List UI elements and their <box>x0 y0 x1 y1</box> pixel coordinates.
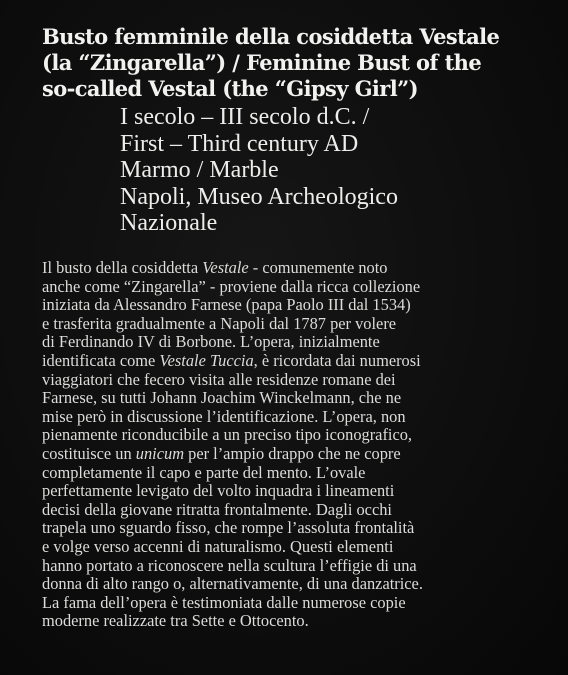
location-line: Napoli, Museo Archeologico <box>120 183 398 210</box>
description-line: viaggiatori che fecero visita alle residenze romane dei <box>42 369 396 389</box>
description-line: e volge verso accenni di naturalismo. Questi elementi <box>42 536 394 556</box>
title-line: so-called Vestal (the “Gipsy Girl”) <box>42 76 418 101</box>
location-line: Nazionale <box>120 210 218 236</box>
description-line: di Ferdinando IV di Borbone. L’opera, inizialmente <box>42 332 380 352</box>
description-line <box>42 259 557 278</box>
date-english: First – Third century AD <box>120 130 359 157</box>
description-line: La fama dell’opera è testimoniata dalle numerose copie <box>42 592 406 612</box>
description-text <box>42 259 557 631</box>
text-run: , è ricordata dai numerosi <box>253 350 421 370</box>
description-line: perfettamente levigato del volto inquadra i lineamenti <box>42 481 395 501</box>
description-line: donna di alto rango o, alternativamente, di una danzatrice. <box>42 574 423 594</box>
title-line: Busto femminile della cosiddetta Vestale <box>42 24 500 49</box>
italic-term: Vestale Tuccia <box>159 350 254 370</box>
text-run: Il busto della cosiddetta <box>42 258 203 277</box>
text-run: per l’ampio drappo che ne copre <box>184 443 401 463</box>
description-line: hanno portato a riconoscere nella scultura l’effigie di una <box>42 555 417 575</box>
text-run: costituisce un <box>42 443 136 463</box>
artwork-title <box>42 24 552 102</box>
description-line: trapela uno sguardo fisso, che rompe l’assoluta frontalità <box>42 518 415 538</box>
description-line: pienamente riconducibile a un preciso tipo iconografico, <box>42 425 413 445</box>
description-line: Farnese, su tutti Johann Joachim Winckelmann, che ne <box>42 388 402 408</box>
italic-term: Vestale <box>202 258 249 277</box>
text-run: identificata come <box>42 350 160 370</box>
description-line <box>42 352 557 371</box>
italic-term: unicum <box>135 443 185 463</box>
description-line: moderne realizzate tra Sette e Ottocento. <box>42 611 309 631</box>
text-run: - comunemente noto <box>248 258 388 277</box>
description-line: completamente il capo e parte del mento. L’ovale <box>42 462 366 482</box>
description-line: decisi della giovane ritratta frontalmente. Dagli occhi <box>42 499 392 519</box>
artwork-metadata <box>120 104 550 237</box>
material: Marmo / Marble <box>120 157 279 183</box>
description-line <box>42 445 557 464</box>
description-line: mise però in discussione l’identificazione. L’opera, non <box>42 406 406 426</box>
description-line: iniziata da Alessandro Farnese (papa Paolo III dal 1534) <box>42 295 411 315</box>
title-line: (la “Zingarella”) / Feminine Bust of the <box>42 50 482 75</box>
description-line: e trasferita gradualmente a Napoli dal 1787 per volere <box>42 313 397 333</box>
date-italian: I secolo – III secolo d.C. / <box>120 104 370 130</box>
description-line: anche come “Zingarella” - proviene dalla ricca collezione <box>42 276 421 296</box>
